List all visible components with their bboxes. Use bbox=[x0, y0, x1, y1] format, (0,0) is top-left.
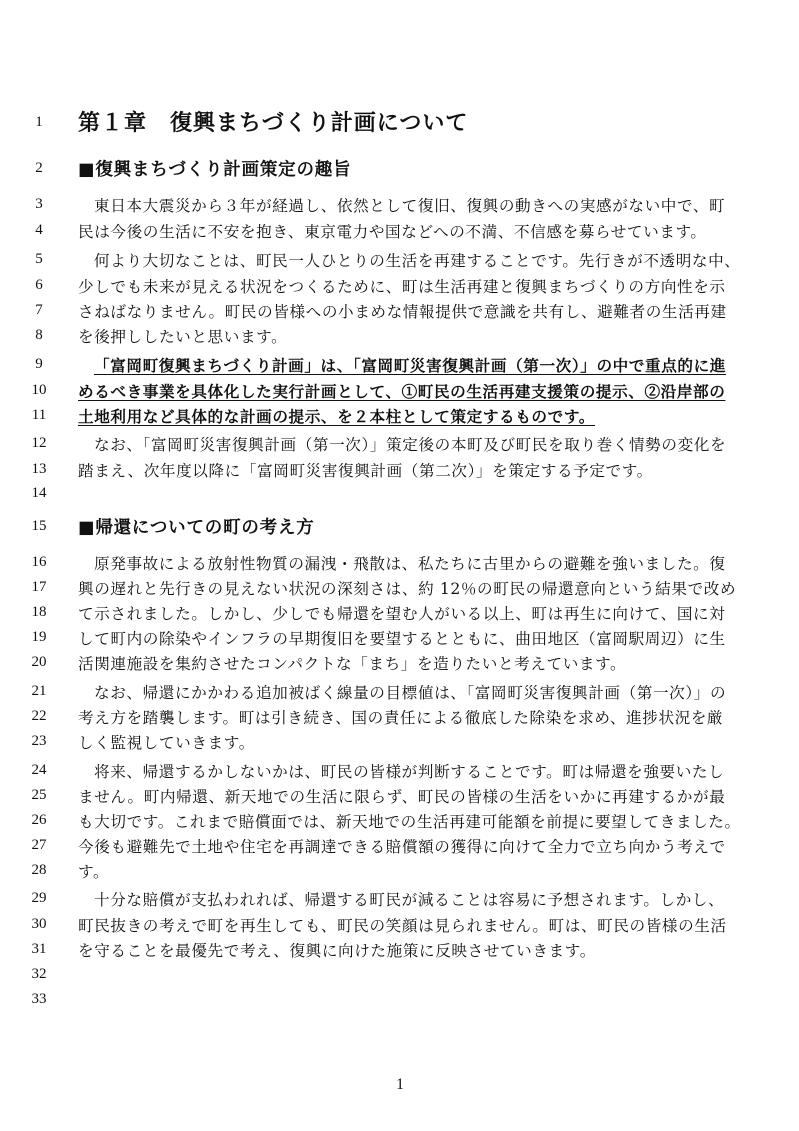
line-6 bbox=[0, 275, 799, 301]
line-number: 5 bbox=[35, 251, 43, 267]
line-25 bbox=[0, 785, 799, 811]
line-26 bbox=[0, 810, 799, 836]
line-13 bbox=[0, 459, 799, 485]
paragraph-line: して町内の除染やインフラの早期復旧を要望するとともに、曲田地区（富岡駅周辺）に生 bbox=[78, 630, 726, 648]
paragraph-line: 今後も避難先で土地や住宅を再調達できる賠償額の獲得に向けて全力で立ち向かう考えで bbox=[78, 838, 726, 856]
paragraph-line: 将来、帰還するかしないかは、町民の皆様が判断することです。町は帰還を強要いたし bbox=[94, 763, 725, 781]
line-number: 15 bbox=[31, 518, 47, 534]
line-24 bbox=[0, 760, 799, 786]
paragraph-line: 踏まえ、次年度以降に「富岡町災害復興計画（第二次）」を策定する予定です。 bbox=[78, 462, 653, 480]
line-8 bbox=[0, 325, 799, 351]
line-18 bbox=[0, 602, 799, 628]
paragraph-line: さねばなりません。町民の皆様への小まめな情報提供で意識を共有し、避難者の生活再建 bbox=[78, 303, 727, 321]
paragraph-line: 原発事故による放射性物質の漏洩・飛散は、私たちに古里からの避難を強いました。復 bbox=[94, 555, 726, 573]
line-number: 16 bbox=[31, 554, 47, 570]
line-11 bbox=[0, 405, 799, 431]
line-number: 8 bbox=[35, 327, 43, 343]
line-12 bbox=[0, 433, 799, 459]
line-number: 1 bbox=[35, 114, 43, 130]
paragraph-line: 興の遅れと先行きの見えない状況の深刻さは、約 12％の町民の帰還意向という結果で改め bbox=[78, 580, 737, 598]
line-32 bbox=[0, 964, 799, 990]
line-number: 29 bbox=[31, 890, 47, 906]
section-heading: ■帰還についての町の考え方 bbox=[78, 518, 315, 538]
emphasis-line: めるべき事業を具体化した実行計画として、①町民の生活再建支援策の提示、②沿岸部の bbox=[78, 382, 726, 401]
line-20 bbox=[0, 652, 799, 678]
line-number: 20 bbox=[31, 654, 47, 670]
line-number: 32 bbox=[31, 966, 47, 982]
paragraph-line: 何より大切なことは、町民一人ひとりの生活を再建することです。先行きが不透明な中、 bbox=[94, 252, 741, 270]
line-number: 12 bbox=[31, 435, 47, 451]
line-7 bbox=[0, 300, 799, 326]
line-number: 33 bbox=[31, 991, 47, 1007]
line-number: 9 bbox=[35, 356, 43, 372]
line-33 bbox=[0, 989, 799, 1015]
section-heading: ■復興まちづくり計画策定の趣旨 bbox=[78, 160, 352, 180]
paragraph-line: 民は今後の生活に不安を抱き、東京電力や国などへの不満、不信感を募らせています。 bbox=[78, 223, 707, 241]
paragraph-line: 活関連施設を集約させたコンパクトな「まち」を造りたいと考えています。 bbox=[78, 655, 627, 673]
paragraph-line: を後押ししたいと思います。 bbox=[78, 328, 288, 346]
line-number: 23 bbox=[31, 733, 47, 749]
paragraph-line: 東日本大震災から３年が経過し、依然として復旧、復興の動きへの実感がない中で、町 bbox=[94, 197, 726, 215]
paragraph-line: す。 bbox=[78, 863, 110, 881]
paragraph-line: しく監視していきます。 bbox=[78, 734, 255, 752]
line-number: 26 bbox=[31, 812, 47, 828]
line-number: 30 bbox=[31, 916, 47, 932]
line-3 bbox=[0, 194, 799, 220]
line-number: 3 bbox=[35, 196, 43, 212]
line-number: 14 bbox=[31, 485, 47, 501]
line-5 bbox=[0, 249, 799, 275]
line-number: 21 bbox=[31, 683, 47, 699]
line-number: 27 bbox=[31, 837, 47, 853]
paragraph-line: て示されました。しかし、少しでも帰還を望む人がいる以上、町は再生に向けて、国に対 bbox=[78, 605, 726, 623]
line-16 bbox=[0, 552, 799, 578]
line-4 bbox=[0, 220, 799, 246]
line-number: 31 bbox=[31, 941, 47, 957]
line-number: 25 bbox=[31, 787, 47, 803]
line-9 bbox=[0, 354, 799, 380]
paragraph-line: ません。町内帰還、新天地での生活に限らず、町民の皆様の生活をいかに再建するかが最 bbox=[78, 788, 726, 806]
page-number: 1 bbox=[396, 1076, 404, 1093]
paragraph-line: 町民抜きの考えで町を再生しても、町民の笑顔は見られません。町は、町民の皆様の生活 bbox=[78, 917, 727, 935]
line-22 bbox=[0, 706, 799, 732]
line-30 bbox=[0, 914, 799, 940]
line-number: 19 bbox=[31, 629, 47, 645]
line-19 bbox=[0, 627, 799, 653]
line-17 bbox=[0, 577, 799, 603]
paragraph-line: 考え方を踏襲します。町は引き続き、国の責任による徹底した除染を求め、進捗状況を厳 bbox=[78, 709, 724, 727]
line-number: 18 bbox=[31, 604, 47, 620]
paragraph-line: 十分な賠償が支払われれば、帰還する町民が減ることは容易に予想されます。しかし、 bbox=[94, 891, 725, 909]
line-number: 2 bbox=[35, 160, 43, 176]
paragraph-line: なお、帰還にかかわる追加被ばく線量の目標値は、「富岡町災害復興計画（第一次）」の bbox=[94, 684, 727, 702]
paragraph-line: 少しでも未来が見える状況をつくるために、町は生活再建と復興まちづくりの方向性を示 bbox=[78, 278, 726, 296]
line-27 bbox=[0, 835, 799, 861]
emphasis-line: 土地利用など具体的な計画の提示、を２本柱として策定するものです。 bbox=[78, 407, 595, 426]
line-number: 10 bbox=[31, 382, 47, 398]
line-number: 13 bbox=[31, 461, 47, 477]
paragraph-line: も大切です。これまで賠償面では、新天地での生活再建可能額を前提に要望してきました。 bbox=[78, 813, 741, 831]
line-number: 7 bbox=[35, 302, 43, 318]
line-number: 11 bbox=[31, 407, 47, 423]
line-number: 22 bbox=[31, 708, 47, 724]
line-number: 24 bbox=[31, 762, 47, 778]
line-14 bbox=[0, 483, 799, 509]
line-15 bbox=[0, 516, 799, 542]
line-1 bbox=[0, 112, 799, 138]
line-21 bbox=[0, 681, 799, 707]
line-31 bbox=[0, 939, 799, 965]
line-number: 4 bbox=[35, 222, 43, 238]
line-2 bbox=[0, 158, 799, 184]
line-29 bbox=[0, 888, 799, 914]
emphasis-line: 「富岡町復興まちづくり計画」は、「富岡町災害復興計画（第一次）」の中で重点的に進 bbox=[94, 356, 726, 375]
line-10 bbox=[0, 380, 799, 406]
line-number: 28 bbox=[31, 862, 47, 878]
line-number: 17 bbox=[31, 579, 47, 595]
line-number: 6 bbox=[35, 277, 43, 293]
line-28 bbox=[0, 860, 799, 886]
line-23 bbox=[0, 731, 799, 757]
paragraph-line: なお、「富岡町災害復興計画（第一次）」策定後の本町及び町民を取り巻く情勢の変化を bbox=[94, 436, 727, 454]
paragraph-line: を守ることを最優先で考え、復興に向けた施策に反映させていきます。 bbox=[78, 942, 596, 960]
chapter-title: 第１章 復興まちづくり計画について bbox=[78, 110, 469, 136]
